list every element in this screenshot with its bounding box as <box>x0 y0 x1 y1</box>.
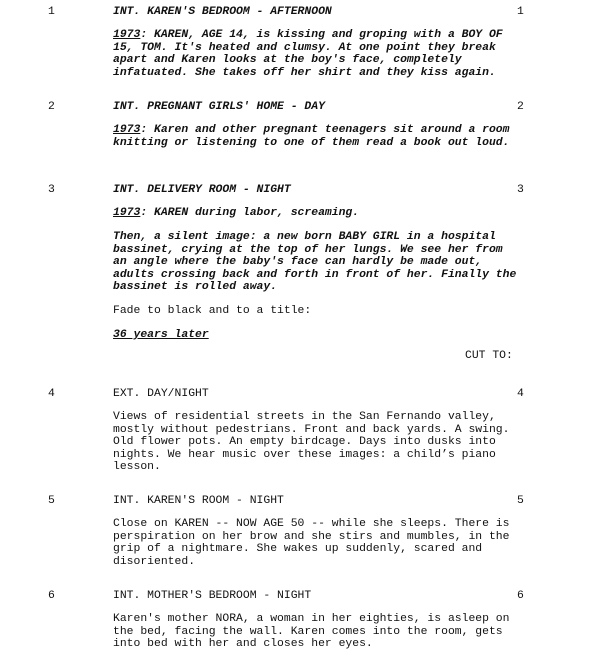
scene-heading: INT. KAREN'S ROOM - NIGHT <box>113 495 284 507</box>
year-label: 1973 <box>113 29 141 41</box>
scene-number-right: 1 <box>517 6 524 18</box>
scene-number-left: 4 <box>48 388 55 400</box>
action-paragraph <box>113 29 518 79</box>
scene-number-right: 3 <box>517 184 524 196</box>
transition: CUT TO: <box>465 350 513 362</box>
action-paragraph <box>113 207 518 220</box>
title-card: 36 years later <box>113 329 209 341</box>
scene-number-left: 6 <box>48 590 55 602</box>
scene-heading: INT. MOTHER'S BEDROOM - NIGHT <box>113 590 312 602</box>
year-label: 1973 <box>113 124 141 136</box>
year-label: 1973 <box>113 207 141 219</box>
action-paragraph: Close on KAREN -- NOW AGE 50 -- while she sleeps. There is perspiration on her brow and she stirs and mumbles, in the grip of a nightmare. She wakes up suddenly, scared and disoriented. <box>113 518 510 568</box>
scene-heading: EXT. DAY/NIGHT <box>113 388 209 400</box>
scene-heading: INT. KAREN'S BEDROOM - AFTERNOON <box>113 6 332 18</box>
scene-number-left: 3 <box>48 184 55 196</box>
scene-number-right: 5 <box>517 495 524 507</box>
scene-heading: INT. PREGNANT GIRLS' HOME - DAY <box>113 101 325 113</box>
action-text: : KAREN during labor, screaming. <box>140 207 360 219</box>
action-paragraph: Views of residential streets in the San Fernando valley, mostly without pedestrians. Front and back yards. A swing. Old flower pots. An empty birdcage. Days into dusks into nights. We hear music over these images: a child’s piano lesson. <box>113 411 510 473</box>
scene-number-right: 2 <box>517 101 524 113</box>
action-paragraph <box>113 124 518 149</box>
action-paragraph: Fade to black and to a title: <box>113 305 312 317</box>
action-paragraph: Then, a silent image: a new born BABY GIRL in a hospital bassinet, crying at the top of her lungs. We see her from an angle where the baby's face can hardly be made out, adults crossing back and forth in front of her. Finally the bassinet is rolled away. <box>113 231 517 293</box>
scene-number-left: 1 <box>48 6 55 18</box>
action-text: : KAREN, AGE 14, is kissing and groping with a BOY OF 15, TOM. It's heated and clumsy. At one point they break apart and Karen looks at the boy's face, completely infatuated. She takes off her shirt and they kiss again. <box>113 29 503 79</box>
scene-number-left: 5 <box>48 495 55 507</box>
action-paragraph: Karen's mother NORA, a woman in her eighties, is asleep on the bed, facing the wall. Karen comes into the room, gets into bed with her and closes her eyes. <box>113 613 510 650</box>
scene-number-right: 4 <box>517 388 524 400</box>
scene-heading: INT. DELIVERY ROOM - NIGHT <box>113 184 291 196</box>
action-text: : Karen and other pregnant teenagers sit around a room knitting or listening to one of them read a book out loud. <box>113 124 510 149</box>
scene-number-right: 6 <box>517 590 524 602</box>
scene-number-left: 2 <box>48 101 55 113</box>
